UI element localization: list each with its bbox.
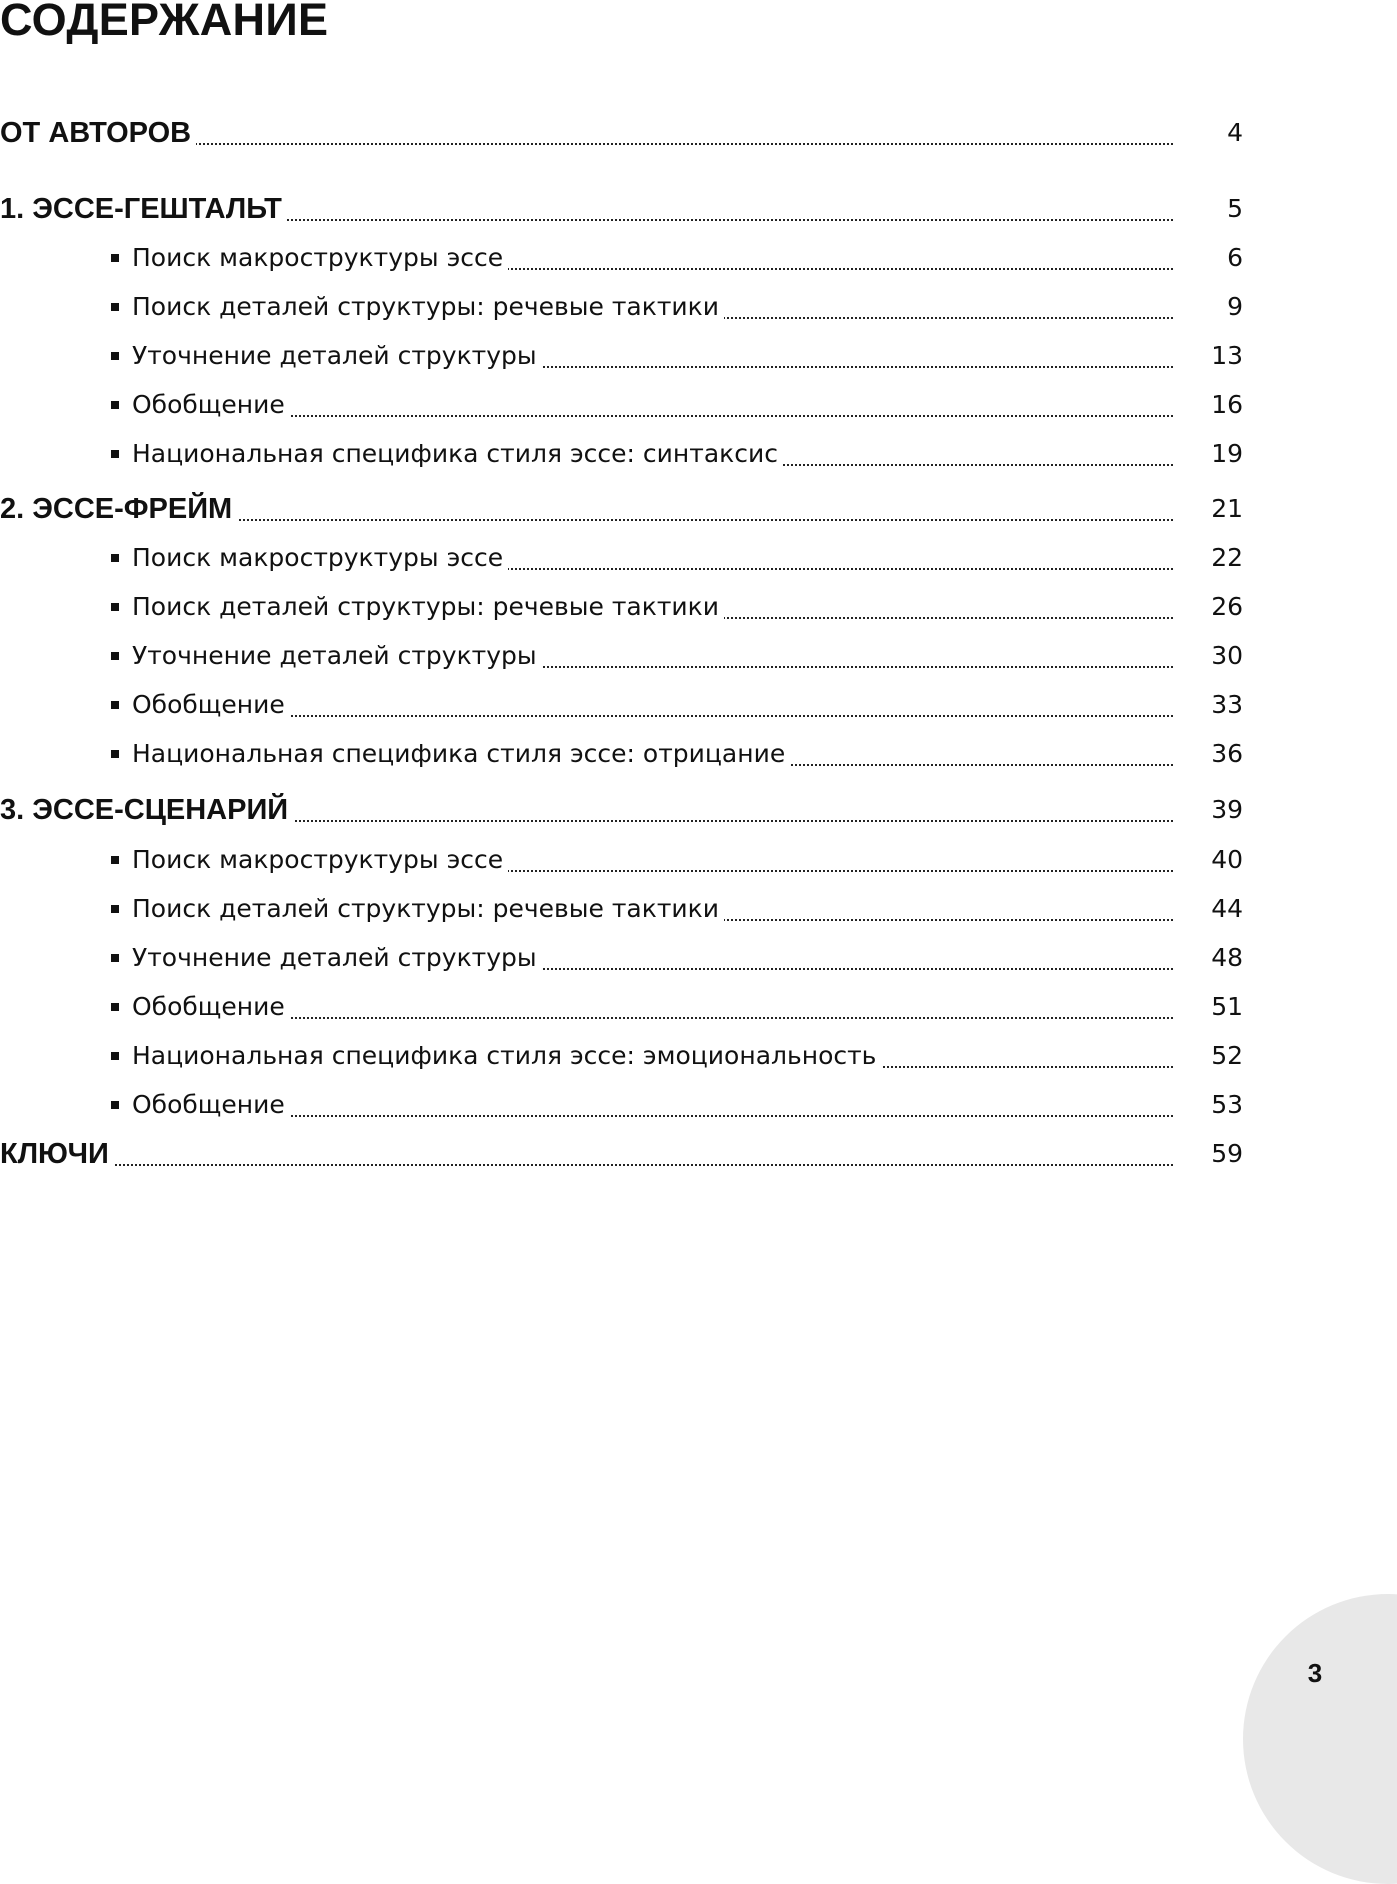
toc-entry-text: Национальная специфика стиля эссе: отрицание: [132, 739, 790, 768]
toc-entry[interactable]: [0, 113, 1243, 153]
page-number: 3: [1307, 1658, 1323, 1688]
toc-entry[interactable]: [0, 1036, 1243, 1076]
toc-entry-label: [0, 1134, 1173, 1174]
toc-page-number: 48: [1211, 943, 1243, 972]
toc-entry[interactable]: [0, 938, 1243, 978]
toc-entry-text: 2. ЭССЕ-ФРЕЙМ: [0, 493, 237, 525]
toc-page-number: 53: [1211, 1090, 1243, 1119]
toc-entry-text: Национальная специфика стиля эссе: эмоциональность: [132, 1041, 881, 1070]
toc-entry[interactable]: [0, 1085, 1243, 1125]
toc-entry-label: [132, 336, 1173, 376]
toc-entry-text: Поиск деталей структуры: речевые тактики: [132, 592, 724, 621]
toc-entry-text: Поиск деталей структуры: речевые тактики: [132, 894, 724, 923]
page-title: СОДЕРЖАНИЕ: [0, 0, 329, 45]
bullet-icon: [111, 254, 119, 262]
toc-entry-label: [0, 113, 1173, 153]
bullet-icon: [111, 450, 119, 458]
toc-entry-text: ОТ АВТОРОВ: [0, 117, 196, 149]
toc-entry[interactable]: [0, 385, 1243, 425]
toc-entry-text: Обобщение: [132, 690, 290, 719]
toc-entry-label: [132, 734, 1173, 774]
toc-entry-label: [132, 587, 1173, 627]
toc-entry[interactable]: [0, 336, 1243, 376]
toc-entry-text: Поиск макроструктуры эссе: [132, 845, 508, 874]
bullet-icon: [111, 303, 119, 311]
toc-page-number: 19: [1211, 439, 1243, 468]
bullet-icon: [111, 954, 119, 962]
bullet-icon: [111, 603, 119, 611]
toc-entry-label: [132, 938, 1173, 978]
toc-entry-label: [132, 538, 1173, 578]
toc-entry-text: Поиск деталей структуры: речевые тактики: [132, 292, 724, 321]
bullet-icon: [111, 352, 119, 360]
toc-page-number: 39: [1211, 795, 1243, 824]
toc-page-number: 4: [1227, 118, 1243, 147]
toc-entry-label: [132, 1036, 1173, 1076]
toc-entry-text: Обобщение: [132, 390, 290, 419]
toc-page-number: 36: [1211, 739, 1243, 768]
bullet-icon: [111, 401, 119, 409]
toc-entry-text: Обобщение: [132, 992, 290, 1021]
dot-leader: [0, 1164, 1173, 1166]
toc-page-number: 59: [1211, 1139, 1243, 1168]
toc-entry-text: Национальная специфика стиля эссе: синтаксис: [132, 439, 783, 468]
toc-entry-text: Уточнение деталей структуры: [132, 341, 542, 370]
toc-entry-label: [0, 790, 1173, 830]
bullet-icon: [111, 1101, 119, 1109]
toc-entry[interactable]: [0, 734, 1243, 774]
toc-entry-label: [0, 489, 1173, 529]
toc-entry-text: 1. ЭССЕ-ГЕШТАЛЬТ: [0, 193, 287, 225]
bullet-icon: [111, 750, 119, 758]
toc-entry-label: [132, 434, 1173, 474]
toc-entry[interactable]: [0, 189, 1243, 229]
toc-entry-text: Уточнение деталей структуры: [132, 641, 542, 670]
toc-entry[interactable]: [0, 685, 1243, 725]
toc-entry[interactable]: [0, 889, 1243, 929]
toc-entry[interactable]: [0, 790, 1243, 830]
toc-entry[interactable]: [0, 1134, 1243, 1174]
toc-page-number: 6: [1227, 243, 1243, 272]
toc-entry[interactable]: [0, 434, 1243, 474]
toc-entry-label: [132, 840, 1173, 880]
toc-entry[interactable]: [0, 287, 1243, 327]
toc-entry-label: [0, 189, 1173, 229]
toc-entry-text: 3. ЭССЕ-СЦЕНАРИЙ: [0, 794, 293, 826]
toc-page-number: 9: [1227, 292, 1243, 321]
bullet-icon: [111, 1003, 119, 1011]
toc-page-number: 16: [1211, 390, 1243, 419]
toc-entry-text: Обобщение: [132, 1090, 290, 1119]
bullet-icon: [111, 554, 119, 562]
toc-entry[interactable]: [0, 538, 1243, 578]
bullet-icon: [111, 905, 119, 913]
toc-entry-text: Поиск макроструктуры эссе: [132, 243, 508, 272]
toc-page-number: 5: [1227, 194, 1243, 223]
toc-entry-label: [132, 238, 1173, 278]
toc-entry-label: [132, 685, 1173, 725]
toc-entry-label: [132, 1085, 1173, 1125]
toc-entry-label: [132, 287, 1173, 327]
toc-page-number: 22: [1211, 543, 1243, 572]
toc-entry-label: [132, 889, 1173, 929]
toc-page-number: 51: [1211, 992, 1243, 1021]
toc-entry[interactable]: [0, 636, 1243, 676]
bullet-icon: [111, 701, 119, 709]
toc-page-number: 30: [1211, 641, 1243, 670]
toc-page-number: 33: [1211, 690, 1243, 719]
toc-entry[interactable]: [0, 489, 1243, 529]
toc-entry[interactable]: [0, 840, 1243, 880]
toc-entry-label: [132, 987, 1173, 1027]
toc-page-number: 13: [1211, 341, 1243, 370]
toc-page-number: 52: [1211, 1041, 1243, 1070]
page-number-tab: [1243, 1594, 1397, 1884]
toc-entry[interactable]: [0, 587, 1243, 627]
toc-entry-text: КЛЮЧИ: [0, 1138, 114, 1170]
toc-entry-label: [132, 636, 1173, 676]
toc-entry-text: Уточнение деталей структуры: [132, 943, 542, 972]
toc-entry[interactable]: [0, 238, 1243, 278]
bullet-icon: [111, 1052, 119, 1060]
toc-page-number: 21: [1211, 494, 1243, 523]
toc-entry-label: [132, 385, 1173, 425]
toc-entry-text: Поиск макроструктуры эссе: [132, 543, 508, 572]
toc-entry[interactable]: [0, 987, 1243, 1027]
toc-page-number: 44: [1211, 894, 1243, 923]
bullet-icon: [111, 652, 119, 660]
bullet-icon: [111, 856, 119, 864]
toc-page-number: 40: [1211, 845, 1243, 874]
toc-page-number: 26: [1211, 592, 1243, 621]
